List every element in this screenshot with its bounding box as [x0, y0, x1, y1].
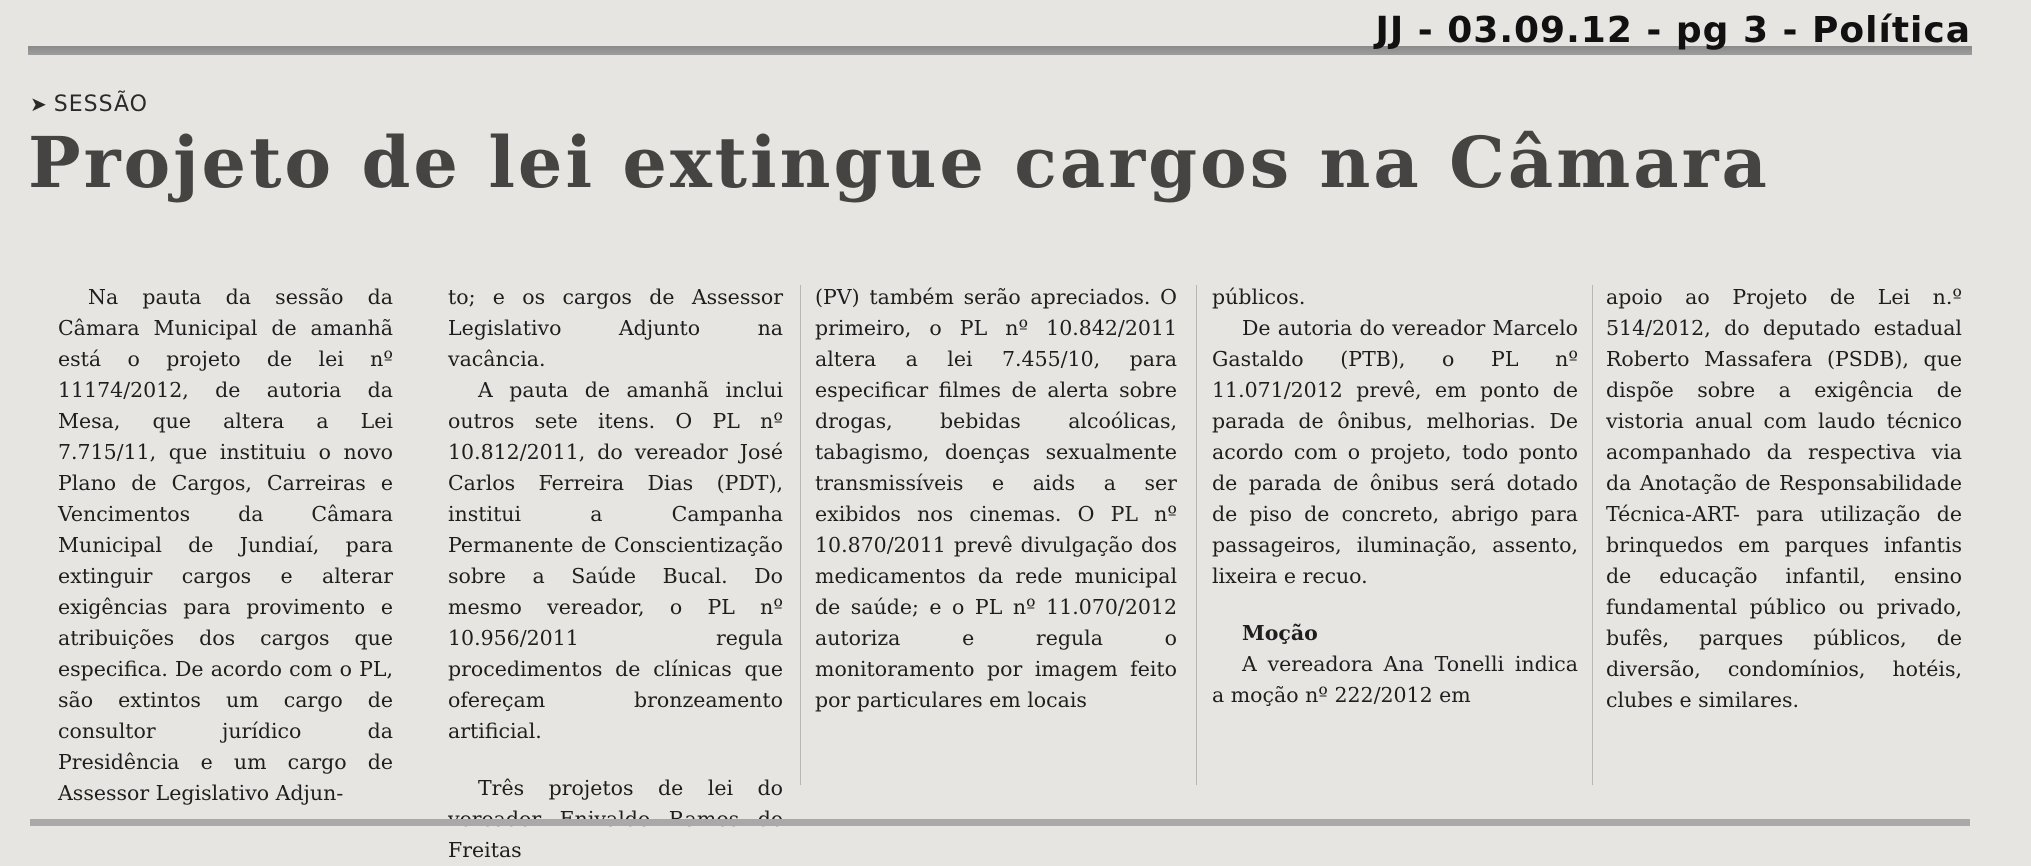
paragraph: Três projetos de lei do Freitas — [448, 776, 783, 862]
arrow-icon: ➤ — [30, 92, 48, 116]
subheading: Moção — [1242, 621, 1318, 645]
paragraph: Na pauta da sessão da Câmara Municipal de amanhã está o projeto de lei nº 11174/2012, de autoria da Mesa, que altera a Lei 7.715/11, que instituiu o novo Plano de Cargos, Carreiras e Vencimentos da Câmara Municipal de Jundiaí, para extinguir cargos e alterar exigências para provimento e atribuições dos cargos que especifica. De acordo com o PL, são extintos um cargo de consultor jurídico da Presidência e um cargo de Assessor Legislativo Adjun- — [58, 285, 393, 805]
headline: Projeto de lei extingue cargos na Câmara — [28, 121, 1770, 204]
column-4 — [1212, 282, 1578, 711]
paragraph: A pauta de amanhã inclui outros sete itens. O PL nº 10.812/2011, do vereador José Carlos Ferreira Dias (PDT), institui a Campanha Permanente de Conscientização sobre a Saúde Bucal. Do mesmo vereador, o PL nº 10.956/2011 regula procedimentos de clínicas que ofereçam bronzeamento artificial. — [448, 378, 783, 743]
section-label: SESSÃO — [53, 92, 148, 117]
column-rule — [1196, 285, 1197, 785]
page-reference: JJ - 03.09.12 - pg 3 - Política — [1375, 10, 1971, 51]
paragraph: (PV) também serão apreciados. O primeiro, o PL nº 10.842/2011 altera a lei 7.455/10, para especificar filmes de alerta sobre drogas, bebidas alcoólicas, tabagismo, doenças sexualmente transmissíveis e aids a ser exibidos nos cinemas. O PL nº 10.870/2011 prevê divulgação dos medicamentos da rede municipal de saúde; e o PL nº 11.070/2012 autoriza e regula o monitoramento por imagem feito por particulares em locais — [815, 285, 1177, 712]
paragraph: públicos. — [1212, 285, 1306, 309]
bottom-rule — [30, 819, 1970, 826]
column-1 — [58, 282, 393, 809]
column-2 — [448, 282, 783, 866]
paragraph: apoio ao Projeto de Lei n.º 514/2012, do deputado estadual Roberto Massafera (PSDB), que dispõe sobre a exigência de vistoria anual com laudo técnico acompanhado da respectiva via da Anotação de Responsabilidade Técnica-ART- para utilização de brinquedos em parques infantis de educação infantil, ensino fundamental público ou privado, bufês, parques públicos, de diversão, condomínios, hotéis, clubes e similares. — [1606, 285, 1962, 712]
paragraph: to; e os cargos de Assessor Legislativo Adjunto na vacância. — [448, 285, 783, 371]
paragraph: De autoria do vereador Marcelo Gastaldo (PTB), o PL nº 11.071/2012 prevê, em ponto de parada de ônibus, melhorias. De acordo com o projeto, todo ponto de parada de ônibus será dotado de piso de concreto, abrigo para passageiros, iluminação, assento, lixeira e recuo. — [1212, 316, 1578, 588]
paragraph: A vereadora Ana Tonelli indica a moção nº 222/2012 em — [1212, 652, 1578, 707]
column-3 — [815, 282, 1177, 716]
column-5 — [1606, 282, 1962, 716]
column-rule — [800, 285, 801, 785]
section-tag — [30, 92, 148, 117]
paragraph-gap — [448, 747, 783, 773]
paragraph-gap — [1212, 592, 1578, 618]
column-rule — [1592, 285, 1593, 785]
